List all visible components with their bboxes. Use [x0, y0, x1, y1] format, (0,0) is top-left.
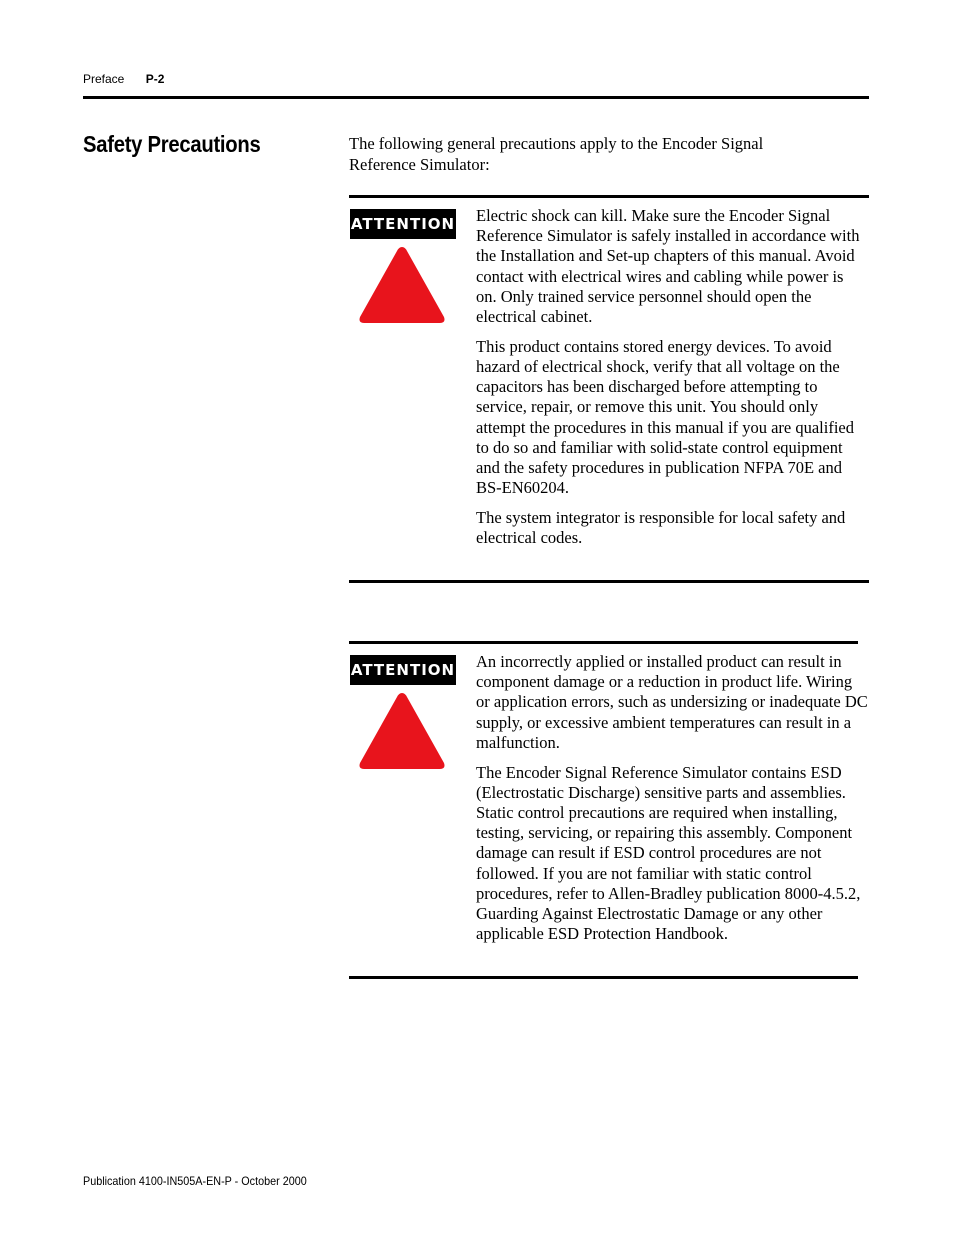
header-section: Preface: [83, 72, 125, 86]
warning-triangle-icon: [357, 243, 447, 327]
attention-1-paragraph: The system integrator is responsible for local safety and electrical codes.: [476, 507, 846, 548]
attention-2-paragraph: An incorrectly applied or installed product can result in component damage or a reduction in product life. Wiring or application errors, such as undersizing or inadequate DC supply, or excessive ambient temperatures can result in a malfunction.: [476, 652, 868, 752]
attention-2-paragraph: The Encoder Signal Reference Simulator contains ESD (Electrostatic Discharge) sensitive parts and assemblies. Static control precautions are required when installing, testing, servicing, or repairing this assembly. Component damage can result if ESD control procedures are not followed. If you are not familiar with static control procedures, refer to Allen-Bradley publication 8000-4.5.2, Guarding Against Electrostatic Damage or any other applicable ESD Protection Handbook.: [476, 762, 861, 944]
header-rule: [83, 96, 869, 99]
attention-1-paragraph: Electric shock can kill. Make sure the Encoder Signal Reference Simulator is safely installed in accordance with the Installation and Set-up chapters of this manual. Avoid contact with electrical wires and cabling while power is on. Only trained service personnel should open the electrical cabinet.: [476, 206, 860, 327]
attention-text-2: [476, 652, 868, 954]
attention-label-1: ATTENTION: [350, 209, 456, 239]
attention-block-2-top-rule: [349, 641, 858, 644]
intro-paragraph: The following general precautions apply to the Encoder Signal Reference Simulator:: [349, 134, 764, 174]
attention-label-2: ATTENTION: [350, 655, 456, 685]
page-title: Safety Precautions: [83, 131, 261, 157]
warning-triangle-icon: [357, 689, 447, 773]
attention-text-1: [476, 206, 868, 558]
attention-block-2-bottom-rule: [349, 976, 858, 979]
attention-1-paragraph: This product contains stored energy devices. To avoid hazard of electrical shock, verify that all voltage on the capacitors has been discharged before attempting to service, repair, or remove this unit. You should only attempt the procedures in this manual if you are qualified to do so and familiar with solid-state control equipment and the safety procedures in publication NFPA 70E and BS-EN60204.: [476, 336, 855, 498]
attention-block-1-top-rule: [349, 195, 869, 198]
page-footer: Publication 4100-IN505A-EN-P - October 2000: [83, 1174, 307, 1188]
page-header: [83, 72, 164, 86]
header-page-number: P-2: [145, 72, 165, 86]
attention-block-1-bottom-rule: [349, 580, 869, 583]
